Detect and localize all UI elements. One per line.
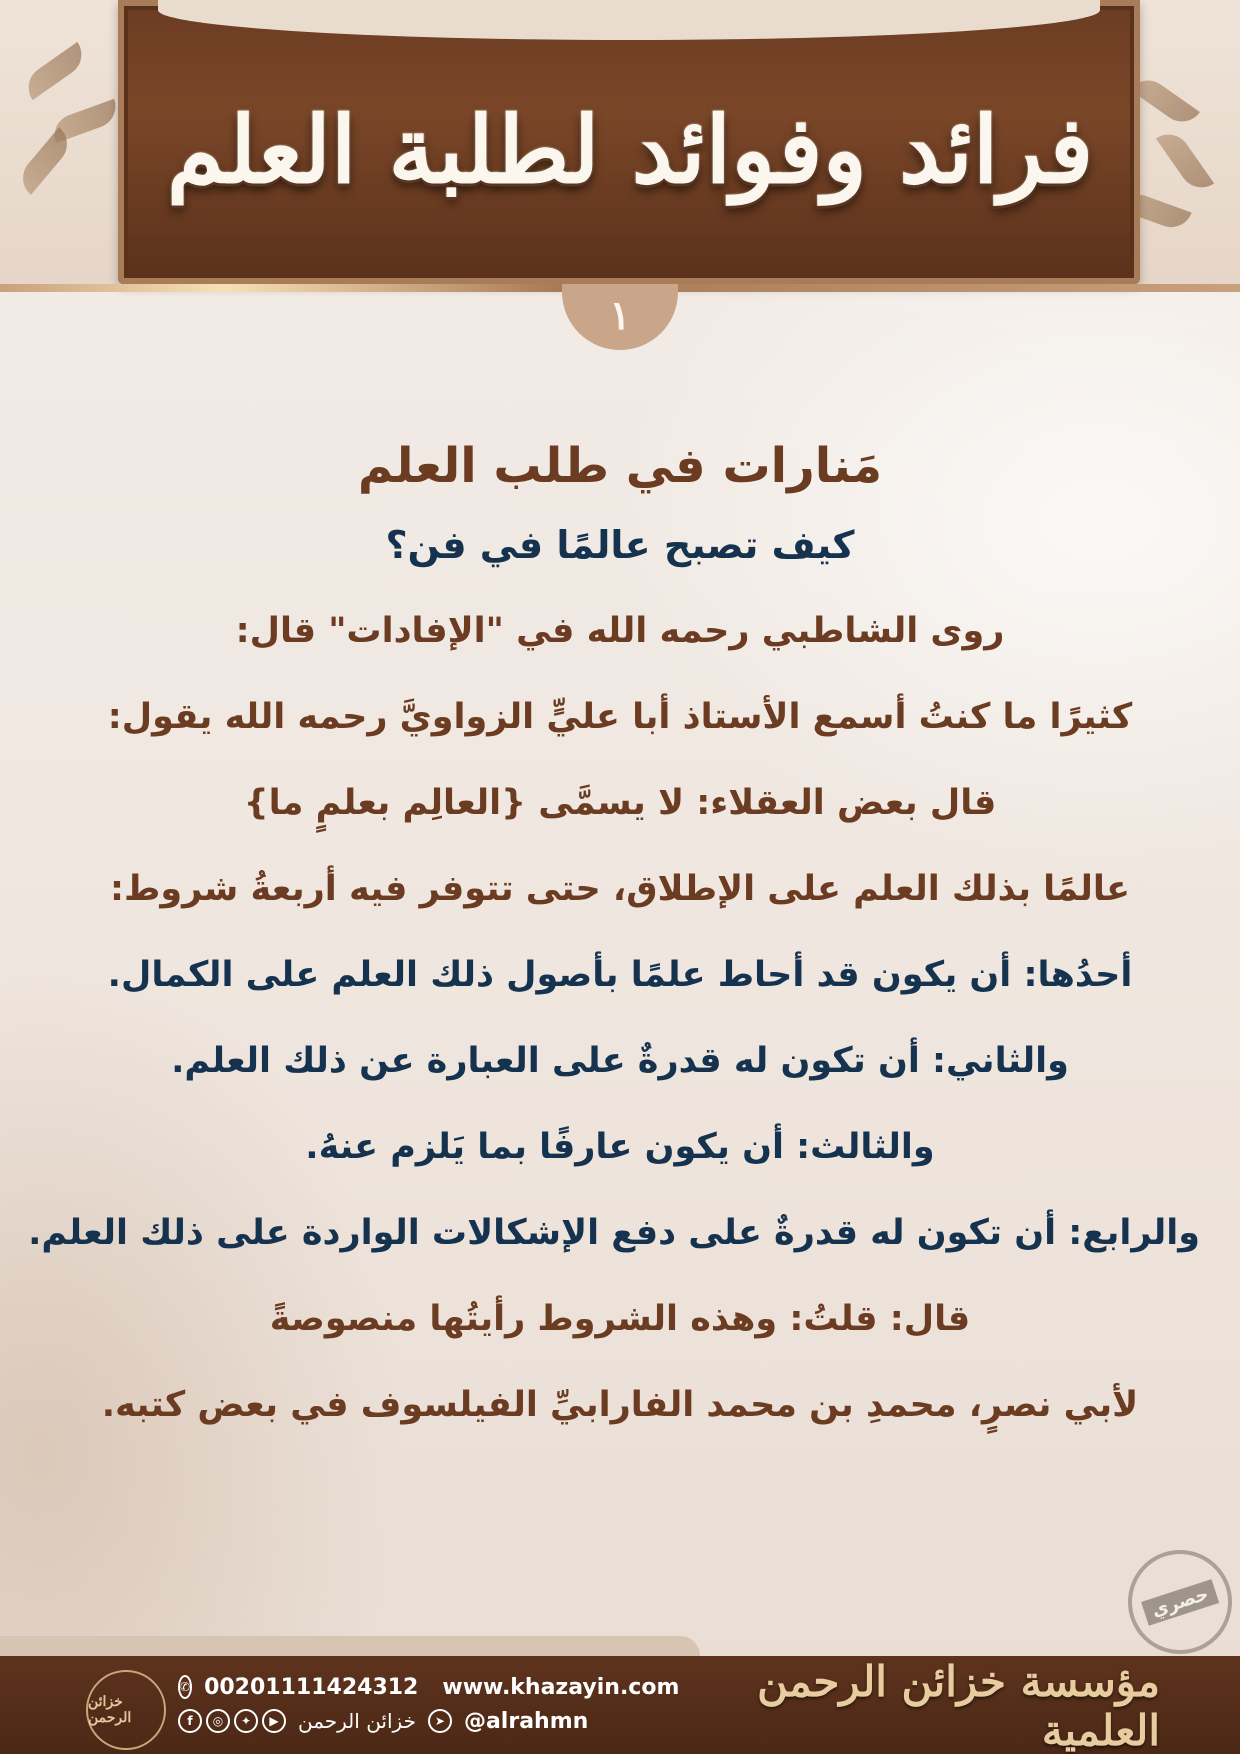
social-name: خزائن الرحمن	[298, 1709, 416, 1733]
youtube-icon[interactable]: ▶	[262, 1709, 286, 1733]
leaf-decoration	[1130, 72, 1200, 130]
article-body	[28, 430, 1200, 1448]
twitter-icon[interactable]: ✦	[234, 1709, 258, 1733]
footer-bar	[0, 1656, 1240, 1754]
phone-number[interactable]: 00201111424312	[204, 1674, 419, 1700]
organization-name: مؤسسة خزائن الرحمن العلمية	[757, 1657, 1160, 1754]
series-title: فرائد وفوائد لطلبة العلم	[166, 96, 1094, 204]
episode-badge	[562, 284, 678, 350]
instagram-icon[interactable]: ◎	[206, 1709, 230, 1733]
social-icons	[178, 1709, 286, 1733]
website-link[interactable]: www.khazayin.com	[442, 1674, 680, 1700]
text-line: والرابع: أن تكون له قدرةٌ على دفع الإشكالات الواردة على ذلك العلم.	[28, 1213, 1200, 1253]
facebook-icon[interactable]: f	[178, 1709, 202, 1733]
whatsapp-icon[interactable]: ✆	[178, 1675, 192, 1699]
text-line: عالمًا بذلك العلم على الإطلاق، حتى تتوفر فيه أربعةُ شروط:	[110, 869, 1130, 909]
text-line: والثاني: أن تكون له قدرةٌ على العبارة عن ذلك العلم.	[171, 1041, 1069, 1081]
telegram-icon[interactable]: ➤	[428, 1709, 452, 1733]
article-title: مَنارات في طلب العلم	[357, 438, 883, 494]
footer-tab	[0, 1636, 700, 1656]
episode-number: ١	[609, 292, 631, 339]
text-line: أحدُها: أن يكون قد أحاط علمًا بأصول ذلك العلم على الكمال.	[107, 955, 1133, 995]
text-line: روى الشاطبي رحمه الله في "الإفادات" قال:	[235, 611, 1005, 651]
contact-info	[178, 1670, 680, 1738]
contact-row-bottom	[178, 1704, 658, 1738]
leaf-decoration	[20, 42, 90, 100]
article-subtitle: كيف تصبح عالمًا في فن؟	[385, 523, 855, 567]
text-line: لأبي نصرٍ، محمدِ بن محمد الفارابيِّ الفيلسوف في بعض كتبه.	[101, 1385, 1139, 1425]
logo-text: خزائن الرحمن	[88, 1694, 132, 1726]
exclusive-stamp	[1114, 1536, 1240, 1667]
text-line: والثالث: أن يكون عارفًا بما يَلزم عنهُ.	[305, 1127, 935, 1167]
footer-logo	[86, 1670, 166, 1750]
social-handle[interactable]: @alrahmn	[463, 1708, 589, 1734]
leaf-decoration	[1156, 126, 1214, 196]
text-line: كثيرًا ما كنتُ أسمع الأستاذ أبا عليٍّ الزواويَّ رحمه الله يقول:	[107, 697, 1133, 737]
stamp-label: حصري	[1141, 1579, 1219, 1626]
contact-row-top	[178, 1670, 680, 1704]
text-line: قال بعض العقلاء: لا يسمَّى {العالِم بعلمٍ ما}	[243, 783, 997, 823]
text-line: قال: قلتُ: وهذه الشروط رأيتُها منصوصةً	[269, 1299, 971, 1339]
